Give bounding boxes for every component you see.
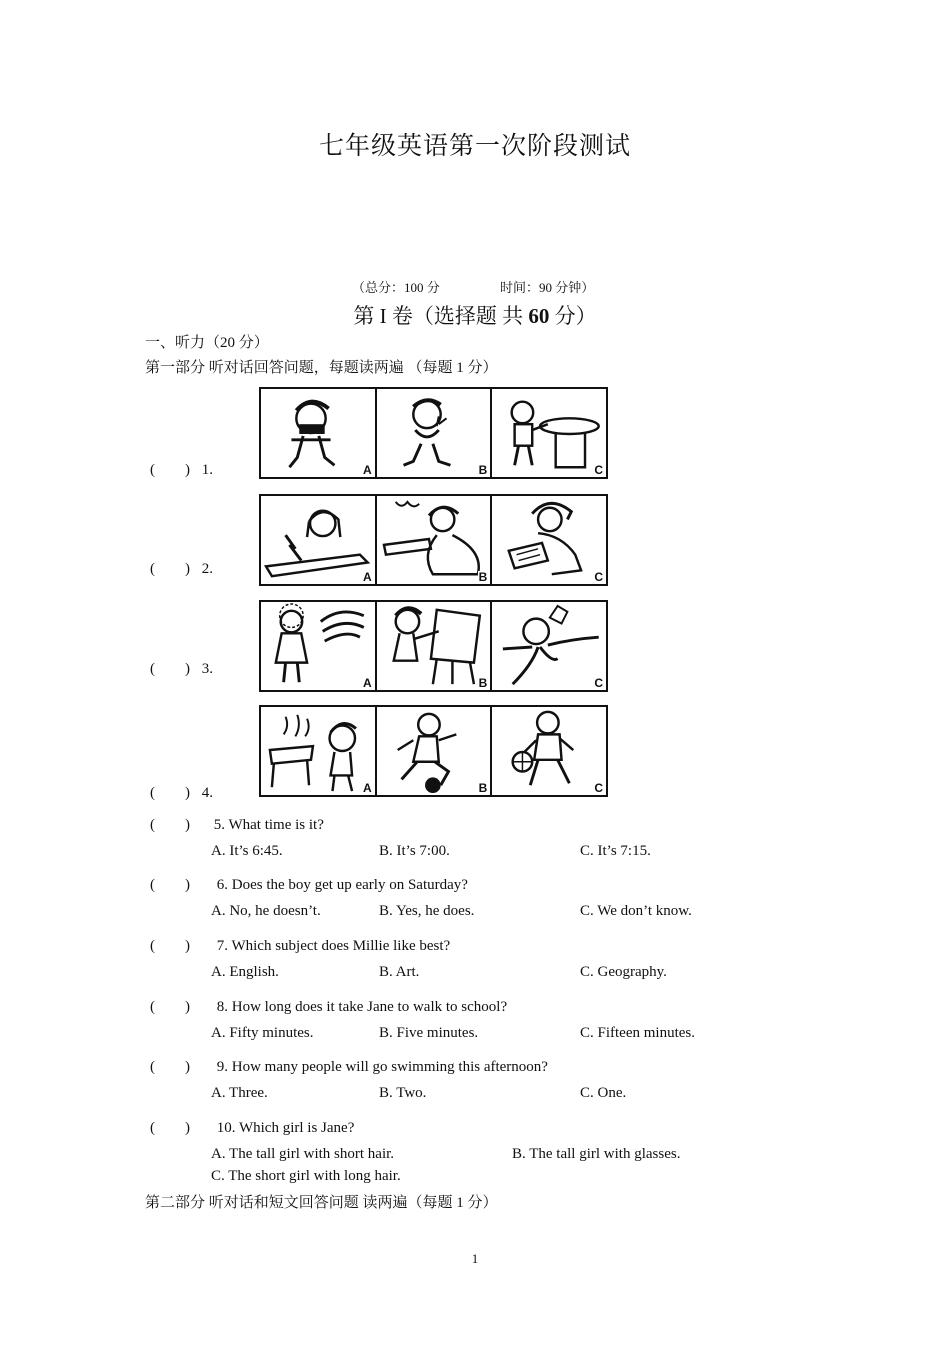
option-c[interactable]: C. We don’t know. bbox=[580, 903, 692, 919]
boy-cooking-icon bbox=[261, 707, 375, 795]
question-4 bbox=[150, 781, 213, 802]
answer-blank[interactable]: ( ) bbox=[150, 661, 190, 677]
option-b[interactable]: B. The tall girl with glasses. bbox=[512, 1146, 681, 1162]
question-text: 5. What time is it? bbox=[213, 817, 324, 833]
answer-blank[interactable]: ( ) bbox=[150, 938, 190, 954]
option-label: B bbox=[478, 570, 488, 584]
boy-washing-icon bbox=[492, 389, 606, 477]
total-score: （总分：100 分 bbox=[352, 280, 440, 295]
question-text: 9. How many people will go swimming this afternoon? bbox=[216, 1059, 548, 1075]
option-a[interactable]: A. The tall girl with short hair. bbox=[211, 1146, 395, 1162]
answer-blank[interactable]: ( ) bbox=[150, 785, 190, 801]
picture-row-2 bbox=[259, 494, 608, 586]
option-c[interactable]: C. Geography. bbox=[580, 964, 667, 980]
option-label: B bbox=[478, 463, 488, 477]
option-panel[interactable] bbox=[261, 707, 377, 795]
question-10 bbox=[150, 1116, 354, 1137]
option-panel[interactable] bbox=[492, 389, 606, 477]
option-label: B bbox=[478, 781, 488, 795]
option-panel[interactable] bbox=[492, 707, 606, 795]
volume-suffix: 分） bbox=[554, 304, 597, 328]
option-b[interactable]: B. It’s 7:00. bbox=[379, 843, 450, 859]
answer-blank[interactable]: ( ) bbox=[150, 1059, 190, 1075]
option-a[interactable]: A. No, he doesn’t. bbox=[211, 903, 321, 919]
question-number: 3. bbox=[201, 661, 213, 677]
option-b[interactable]: B. Five minutes. bbox=[379, 1025, 479, 1041]
option-panel[interactable] bbox=[261, 389, 377, 477]
answer-blank[interactable]: ( ) bbox=[150, 999, 190, 1015]
answer-blank[interactable]: ( ) bbox=[150, 1120, 190, 1136]
option-b[interactable]: B. Two. bbox=[379, 1085, 427, 1101]
question-text: 8. How long does it take Jane to walk to school? bbox=[216, 999, 508, 1015]
option-a[interactable]: A. It’s 6:45. bbox=[211, 843, 283, 859]
question-text: 6. Does the boy get up early on Saturday? bbox=[216, 877, 468, 893]
question-7 bbox=[150, 934, 450, 955]
question-5 bbox=[150, 813, 324, 834]
option-panel[interactable] bbox=[377, 707, 493, 795]
question-number: 2. bbox=[201, 561, 213, 577]
option-panel[interactable] bbox=[261, 496, 377, 584]
option-panel[interactable] bbox=[377, 602, 493, 690]
option-label: A bbox=[363, 781, 372, 795]
option-label: C bbox=[594, 463, 604, 477]
option-c[interactable]: C. The short girl with long hair. bbox=[211, 1168, 401, 1184]
option-panel[interactable] bbox=[377, 496, 493, 584]
girl-reading-icon bbox=[377, 496, 491, 584]
part2-heading: 第二部分 听对话和短文回答问题 读两遍（每题 1 分） bbox=[145, 1195, 498, 1211]
option-label: A bbox=[363, 463, 372, 477]
answer-blank[interactable]: ( ) bbox=[150, 462, 190, 478]
option-label: A bbox=[363, 676, 372, 690]
boy-eating-icon bbox=[261, 389, 375, 477]
answer-blank[interactable]: ( ) bbox=[150, 877, 190, 893]
option-a[interactable]: A. Three. bbox=[211, 1085, 268, 1101]
volume-prefix: 第 I 卷（选择题 共 bbox=[353, 304, 524, 328]
part1-heading: 第一部分 听对话回答问题，每题读两遍 （每题 1 分） bbox=[145, 360, 498, 376]
answer-blank[interactable]: ( ) bbox=[150, 561, 190, 577]
picture-row-1 bbox=[259, 387, 608, 479]
exam-time: 时间：90 分钟） bbox=[500, 280, 595, 295]
option-label: C bbox=[594, 781, 604, 795]
question-9 bbox=[150, 1055, 548, 1076]
question-2 bbox=[150, 557, 213, 578]
option-c[interactable]: C. It’s 7:15. bbox=[580, 843, 651, 859]
picture-row-3 bbox=[259, 600, 608, 692]
picture-row-4 bbox=[259, 705, 608, 797]
girl-studying-icon bbox=[492, 496, 606, 584]
option-b[interactable]: B. Art. bbox=[379, 964, 420, 980]
question-text: 10. Which girl is Jane? bbox=[216, 1120, 355, 1136]
option-label: B bbox=[478, 676, 488, 690]
boy-basketball-icon bbox=[492, 707, 606, 795]
question-6 bbox=[150, 873, 468, 894]
volume-score: 60 bbox=[528, 304, 550, 328]
question-8 bbox=[150, 995, 507, 1016]
option-c[interactable]: C. Fifteen minutes. bbox=[580, 1025, 695, 1041]
volume-heading bbox=[0, 300, 950, 330]
boy-with-plant-icon bbox=[377, 389, 491, 477]
girl-singing-icon bbox=[261, 602, 375, 690]
option-label: C bbox=[594, 570, 604, 584]
question-number: 1. bbox=[201, 462, 213, 478]
option-panel[interactable] bbox=[261, 602, 377, 690]
question-1 bbox=[150, 458, 213, 479]
boy-football-icon bbox=[377, 707, 491, 795]
option-b[interactable]: B. Yes, he does. bbox=[379, 903, 475, 919]
option-a[interactable]: A. Fifty minutes. bbox=[211, 1025, 314, 1041]
girl-dancing-icon bbox=[492, 602, 606, 690]
option-a[interactable]: A. English. bbox=[211, 964, 279, 980]
option-c[interactable]: C. One. bbox=[580, 1085, 627, 1101]
page-number: 1 bbox=[471, 1251, 479, 1266]
page-title: 七年级英语第一次阶段测试 bbox=[318, 133, 631, 160]
option-panel[interactable] bbox=[492, 496, 606, 584]
option-label: A bbox=[363, 570, 372, 584]
question-number: 4. bbox=[201, 785, 213, 801]
answer-blank[interactable]: ( ) bbox=[150, 817, 190, 833]
section-heading: 一、听力（20 分） bbox=[145, 335, 269, 351]
option-panel[interactable] bbox=[492, 602, 606, 690]
question-3 bbox=[150, 657, 213, 678]
option-label: C bbox=[594, 676, 604, 690]
boy-drawing-icon bbox=[377, 602, 491, 690]
option-panel[interactable] bbox=[377, 389, 493, 477]
girl-writing-icon bbox=[261, 496, 375, 584]
question-text: 7. Which subject does Millie like best? bbox=[216, 938, 451, 954]
